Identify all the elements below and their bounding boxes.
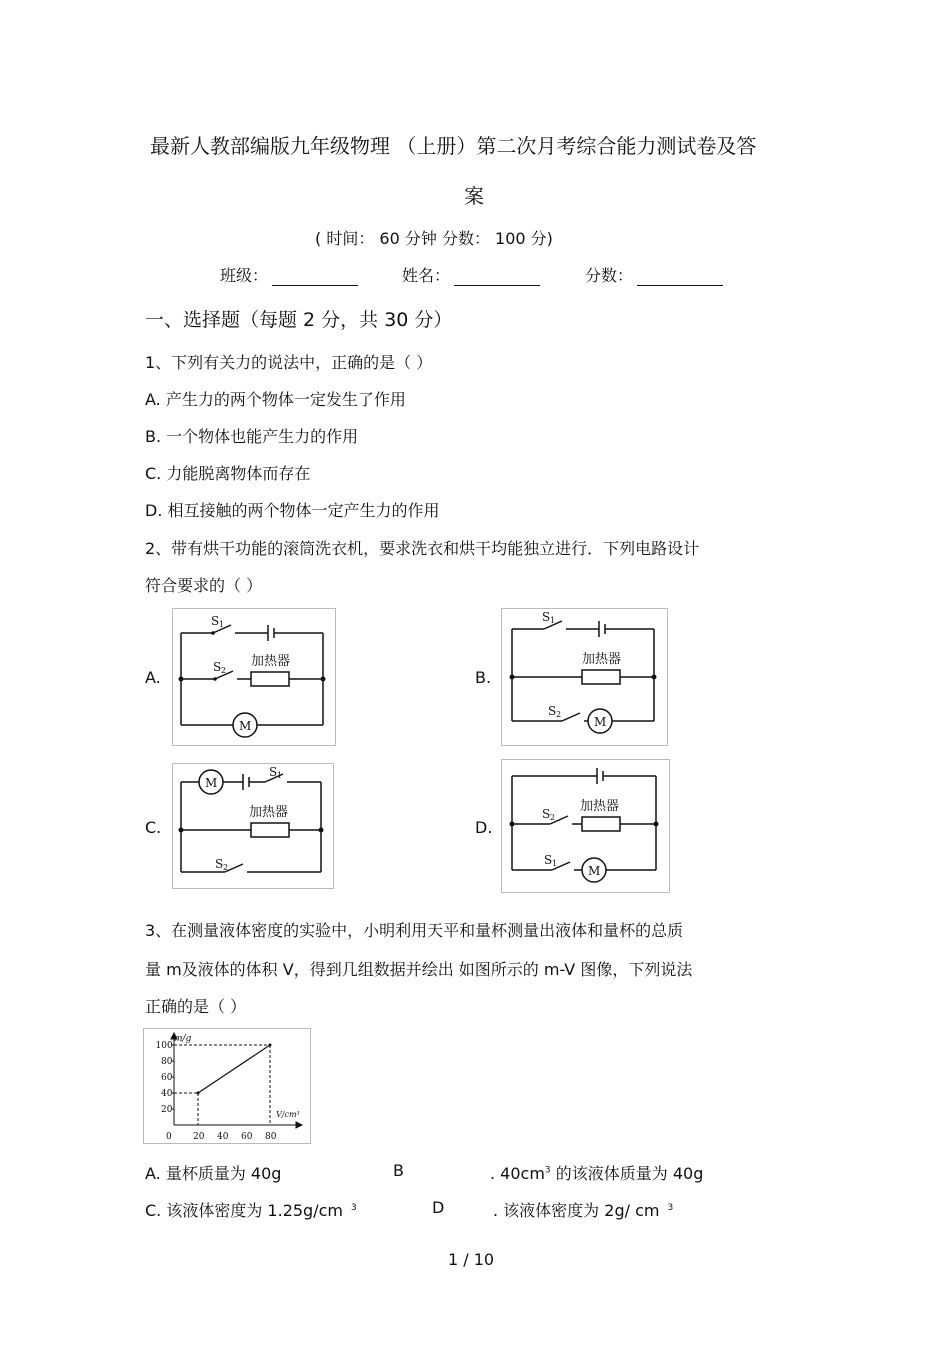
q1-stem: 1、下列有关力的说法中，正确的是（ ） [145,353,433,372]
data-point [197,1092,200,1095]
time-score-info: ( 时间： 60 分钟 分数： 100 分) [315,229,553,248]
motor-label: M [594,715,607,729]
q2-label-d: D. [475,818,493,837]
q1-option-d: D. 相互接触的两个物体一定产生力的作用 [145,501,440,520]
s1-sub: 1 [550,616,556,625]
q1-option-b: B. 一个物体也能产生力的作用 [145,427,359,446]
q3-option-d-letter: D [432,1198,445,1217]
s2-sub: 2 [556,710,562,719]
q3-option-b-tail: 的该液体质量为 40g [550,1164,704,1183]
name-label: 姓名： [402,266,451,285]
q3-option-c-text: C. 该液体密度为 1.25g/cm [145,1201,343,1220]
q3-option-b-sup: 3 [544,1165,551,1176]
circuit-b [501,608,668,746]
s1-sub: 1 [277,771,283,780]
title-line-2: 案 [464,184,484,208]
motor-label: M [239,719,252,733]
s1-sub: 1 [552,859,558,868]
y-tick-label: 20 [161,1105,173,1115]
data-point [269,1044,272,1047]
section-heading: 一、选择题（每题 2 分，共 30 分） [145,309,453,331]
s2-label: S [542,807,551,821]
q3-option-a: A. 量杯质量为 40g [145,1164,282,1183]
series-line-0 [198,1045,270,1093]
q3-option-d [493,1198,673,1221]
heater-label: 加热器 [251,654,291,669]
motor-label: M [205,776,218,790]
title-line-1: 最新人教部编版九年级物理 （上册）第二次月考综合能力测试卷及答 [150,134,757,158]
s2-sub: 2 [221,666,227,675]
page-number: 1 / 10 [448,1250,495,1269]
heater-label: 加热器 [249,805,289,820]
q3-stem-line-3: 正确的是（ ） [145,997,247,1016]
q2-stem-line-1: 2、带有烘干功能的滚筒洗衣机，要求洗衣和烘干均能独立进行．下列电路设计 [145,539,700,558]
x-tick-label: 80 [265,1132,277,1142]
score-label: 分数： [585,266,634,285]
q3-option-c-sup: 3 [351,1202,357,1213]
q2-label-a: A. [145,668,161,687]
q2-label-c: C. [145,818,162,837]
x-tick-label: 40 [217,1132,229,1142]
mv-chart [143,1028,311,1144]
heater-label: 加热器 [580,799,620,814]
name-blank [454,269,540,286]
y-axis-label: m/g [174,1034,192,1044]
q3-option-b [490,1161,703,1184]
q3-option-d-text: . 该液体密度为 2g/ cm [493,1201,660,1220]
x-axis-label: V/cm³ [276,1110,300,1119]
s2-sub: 2 [223,863,229,872]
circuit-c [172,763,334,889]
score-blank [637,269,723,286]
motor-label: M [588,864,601,878]
x-tick-label: 0 [166,1132,172,1142]
q3-option-b-text: . 40cm [490,1164,545,1183]
class-field [220,263,358,286]
s1-label: S [211,614,220,628]
q3-stem-line-1: 3、在测量液体密度的实验中，小明利用天平和量杯测量出液体和量杯的总质 [145,921,684,940]
circuit-a [172,608,336,746]
x-axis-arrow [296,1122,302,1128]
x-tick-label: 60 [241,1132,253,1142]
y-tick-label: 100 [155,1041,173,1051]
q1-option-c: C. 力能脱离物体而存在 [145,464,311,483]
s2-sub: 2 [550,813,556,822]
s1-label: S [544,853,553,867]
q3-stem-line-2: 量 m及液体的体积 V，得到几组数据并绘出 如图所示的 m-V 图像，下列说法 [145,960,693,979]
q3-option-b-letter: B [393,1161,404,1180]
s2-label: S [215,857,224,871]
s2-label: S [213,660,222,674]
x-tick-label: 20 [193,1132,205,1142]
s1-label: S [269,765,278,779]
y-tick-label: 80 [161,1057,173,1067]
y-tick-label: 60 [161,1073,173,1083]
q2-label-b: B. [475,668,492,687]
s1-sub: 1 [219,620,225,629]
score-field [585,263,723,286]
q1-option-a: A. 产生力的两个物体一定发生了作用 [145,390,406,409]
circuit-d [501,759,670,893]
y-tick-label: 40 [161,1089,173,1099]
s2-label: S [548,704,557,718]
name-field [402,263,540,286]
s1-label: S [542,610,551,624]
class-label: 班级： [220,266,269,285]
class-blank [272,269,358,286]
heater-label: 加热器 [582,652,622,667]
q3-option-c [145,1198,357,1221]
q2-stem-line-2: 符合要求的（ ） [145,576,263,595]
q3-option-d-sup: 3 [667,1202,674,1213]
